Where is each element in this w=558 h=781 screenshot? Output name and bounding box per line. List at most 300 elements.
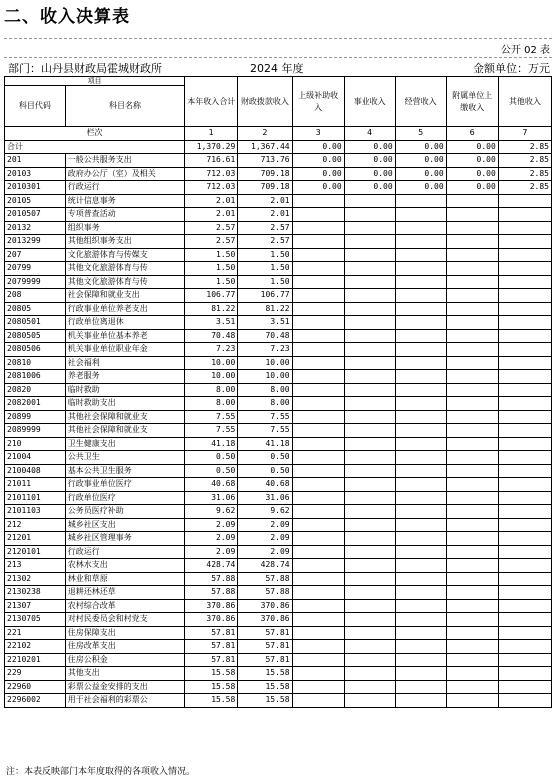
amount-cell: 713.76 [238, 154, 292, 168]
amount-cell: 1.50 [185, 275, 238, 289]
subject-code: 2079999 [5, 275, 66, 289]
order-cell: 1 [185, 127, 238, 141]
amount-cell: 106.77 [185, 289, 238, 303]
amount-cell [446, 343, 498, 357]
amount-cell: 57.81 [185, 640, 238, 654]
table-row [5, 640, 552, 654]
amount-cell [344, 653, 395, 667]
amount-cell: 1.50 [238, 248, 292, 262]
amount-cell: 31.06 [238, 491, 292, 505]
amount-cell [446, 464, 498, 478]
amount-cell: 9.62 [185, 505, 238, 519]
table-row [5, 532, 552, 546]
table-row [5, 289, 552, 303]
amount-cell [292, 653, 344, 667]
amount-cell: 0.00 [292, 181, 344, 195]
header-operating: 经营收入 [395, 77, 446, 127]
table-row [5, 613, 552, 627]
amount-cell: 0.00 [395, 167, 446, 181]
amount-cell [344, 505, 395, 519]
amount-cell: 0.00 [446, 181, 498, 195]
amount-cell: 10.00 [238, 370, 292, 384]
amount-cell [446, 478, 498, 492]
amount-cell [446, 221, 498, 235]
amount-cell [344, 626, 395, 640]
amount-cell [395, 262, 446, 276]
subject-code: 20805 [5, 302, 66, 316]
amount-cell [344, 559, 395, 573]
amount-cell: 81.22 [238, 302, 292, 316]
amount-cell: 10.00 [185, 370, 238, 384]
subject-code: 2101101 [5, 491, 66, 505]
amount-cell [446, 491, 498, 505]
amount-cell: 57.81 [238, 653, 292, 667]
subject-code: 201 [5, 154, 66, 168]
order-cell: 5 [395, 127, 446, 141]
subject-code: 2082001 [5, 397, 66, 411]
header-affiliated: 附属单位上缴收入 [446, 77, 498, 127]
order-cell: 3 [292, 127, 344, 141]
amount-cell: 15.58 [185, 667, 238, 681]
header-other: 其他收入 [498, 77, 551, 127]
amount-cell [395, 248, 446, 262]
amount-cell [292, 694, 344, 708]
amount-cell [344, 194, 395, 208]
subject-name: 一般公共服务支出 [65, 154, 184, 168]
amount-cell [292, 626, 344, 640]
amount-cell [344, 343, 395, 357]
amount-cell [446, 370, 498, 384]
amount-cell [344, 680, 395, 694]
amount-cell [344, 572, 395, 586]
amount-cell [292, 613, 344, 627]
amount-cell: 3.51 [238, 316, 292, 330]
amount-cell [498, 437, 551, 451]
amount-cell: 8.00 [185, 397, 238, 411]
amount-cell [395, 302, 446, 316]
amount-cell [292, 478, 344, 492]
table-row [5, 518, 552, 532]
income-table [4, 76, 552, 708]
amount-cell [344, 208, 395, 222]
subject-name: 行政事业单位养老支出 [65, 302, 184, 316]
department-label: 部门：山丹县财政局霍城财政所 [8, 62, 162, 75]
amount-cell [498, 343, 551, 357]
order-cell: 6 [446, 127, 498, 141]
subject-code: 21201 [5, 532, 66, 546]
amount-cell [446, 586, 498, 600]
amount-cell [446, 235, 498, 249]
amount-cell: 15.58 [185, 680, 238, 694]
subject-name: 用于社会福利的彩票公 [65, 694, 184, 708]
amount-cell [395, 599, 446, 613]
amount-cell [344, 586, 395, 600]
subject-code: 2080506 [5, 343, 66, 357]
table-row [5, 545, 552, 559]
amount-cell [498, 613, 551, 627]
subject-name: 其他文化旅游体育与传 [65, 275, 184, 289]
amount-cell: 2.85 [498, 154, 551, 168]
table-row [5, 383, 552, 397]
amount-cell [498, 680, 551, 694]
subject-name: 其他文化旅游体育与传 [65, 262, 184, 276]
table-row [5, 478, 552, 492]
table-row [5, 424, 552, 438]
subject-name: 养老服务 [65, 370, 184, 384]
amount-cell [498, 572, 551, 586]
amount-cell [344, 235, 395, 249]
sum-cell: 0.00 [446, 140, 498, 154]
amount-cell [292, 248, 344, 262]
amount-cell [446, 532, 498, 546]
subject-name: 住房保障支出 [65, 626, 184, 640]
amount-cell: 41.18 [185, 437, 238, 451]
amount-cell [395, 694, 446, 708]
subject-code: 2210201 [5, 653, 66, 667]
amount-cell [395, 586, 446, 600]
amount-cell: 57.81 [238, 640, 292, 654]
amount-cell [395, 437, 446, 451]
amount-cell [446, 383, 498, 397]
amount-cell [395, 680, 446, 694]
amount-cell [292, 302, 344, 316]
amount-cell [446, 451, 498, 465]
amount-cell [395, 410, 446, 424]
table-row [5, 491, 552, 505]
amount-cell [344, 356, 395, 370]
subject-name: 专项普查活动 [65, 208, 184, 222]
sum-cell: 1,367.44 [238, 140, 292, 154]
amount-cell [292, 221, 344, 235]
amount-cell: 2.09 [238, 518, 292, 532]
table-row [5, 559, 552, 573]
amount-cell [395, 370, 446, 384]
amount-cell [498, 464, 551, 478]
amount-cell: 70.48 [238, 329, 292, 343]
amount-cell [344, 518, 395, 532]
amount-cell [292, 559, 344, 573]
amount-cell [395, 221, 446, 235]
table-row [5, 316, 552, 330]
amount-cell [446, 437, 498, 451]
amount-cell: 9.62 [238, 505, 292, 519]
amount-cell [344, 383, 395, 397]
subject-name: 行政运行 [65, 181, 184, 195]
table-row [5, 248, 552, 262]
amount-cell [498, 370, 551, 384]
amount-cell: 0.50 [238, 451, 292, 465]
subject-name: 行政事业单位医疗 [65, 478, 184, 492]
amount-cell [292, 464, 344, 478]
subject-code: 22102 [5, 640, 66, 654]
amount-cell [446, 316, 498, 330]
amount-cell [446, 248, 498, 262]
subject-code: 2010507 [5, 208, 66, 222]
amount-cell [446, 424, 498, 438]
amount-cell [446, 410, 498, 424]
amount-cell [395, 397, 446, 411]
amount-cell [292, 383, 344, 397]
amount-cell [344, 640, 395, 654]
amount-cell [395, 451, 446, 465]
header-order-label: 栏次 [5, 127, 185, 141]
subject-code: 2120101 [5, 545, 66, 559]
amount-cell: 8.00 [185, 383, 238, 397]
table-row [5, 451, 552, 465]
amount-cell [395, 424, 446, 438]
amount-cell [292, 424, 344, 438]
table-row [5, 667, 552, 681]
mid-divider [4, 57, 552, 58]
subject-name: 政府办公厅（室）及相关 [65, 167, 184, 181]
table-row [5, 235, 552, 249]
subject-code: 2080505 [5, 329, 66, 343]
amount-cell [498, 410, 551, 424]
amount-cell [344, 437, 395, 451]
table-row [5, 221, 552, 235]
amount-cell [498, 262, 551, 276]
amount-cell: 370.86 [238, 613, 292, 627]
header-fiscal: 财政拨款收入 [238, 77, 292, 127]
header-business: 事业收入 [344, 77, 395, 127]
amount-cell [498, 599, 551, 613]
subject-name: 卫生健康支出 [65, 437, 184, 451]
amount-cell [395, 194, 446, 208]
order-cell: 2 [238, 127, 292, 141]
subject-name: 其他社会保障和就业支 [65, 410, 184, 424]
amount-cell [395, 626, 446, 640]
table-row [5, 343, 552, 357]
top-divider [4, 38, 552, 39]
amount-cell [446, 680, 498, 694]
amount-cell [498, 478, 551, 492]
amount-cell [446, 397, 498, 411]
amount-cell [292, 640, 344, 654]
subject-name: 农林水支出 [65, 559, 184, 573]
amount-cell [292, 356, 344, 370]
amount-cell [344, 410, 395, 424]
amount-cell [292, 262, 344, 276]
amount-cell: 1.50 [185, 262, 238, 276]
amount-cell: 2.01 [238, 208, 292, 222]
subject-code: 2100408 [5, 464, 66, 478]
amount-cell [395, 275, 446, 289]
table-row [5, 356, 552, 370]
table-row [5, 653, 552, 667]
amount-cell [292, 545, 344, 559]
amount-cell: 712.03 [185, 167, 238, 181]
amount-cell: 41.18 [238, 437, 292, 451]
amount-cell [292, 329, 344, 343]
amount-cell: 0.00 [395, 154, 446, 168]
amount-cell [498, 208, 551, 222]
subject-name: 城乡社区支出 [65, 518, 184, 532]
subject-name: 基本公共卫生服务 [65, 464, 184, 478]
subject-name: 行政单位医疗 [65, 491, 184, 505]
amount-cell [446, 262, 498, 276]
amount-cell [446, 599, 498, 613]
amount-cell [344, 370, 395, 384]
amount-cell [446, 545, 498, 559]
subject-name: 机关事业单位基本养老 [65, 329, 184, 343]
header-code: 科目代码 [5, 86, 66, 127]
amount-cell [292, 275, 344, 289]
table-row [5, 572, 552, 586]
amount-cell [498, 694, 551, 708]
amount-cell: 0.00 [292, 154, 344, 168]
amount-cell: 7.55 [238, 424, 292, 438]
amount-cell [292, 572, 344, 586]
amount-cell: 10.00 [238, 356, 292, 370]
subject-code: 2013299 [5, 235, 66, 249]
amount-cell: 7.55 [185, 410, 238, 424]
amount-cell [395, 491, 446, 505]
amount-cell [395, 356, 446, 370]
table-row [5, 370, 552, 384]
amount-cell [446, 694, 498, 708]
sum-cell: 0.00 [292, 140, 344, 154]
amount-cell [395, 613, 446, 627]
amount-cell: 2.85 [498, 167, 551, 181]
amount-cell: 7.23 [185, 343, 238, 357]
amount-cell: 0.00 [395, 181, 446, 195]
header-item-group: 项目 [5, 77, 185, 86]
amount-cell [446, 626, 498, 640]
amount-cell [446, 194, 498, 208]
subject-name: 城乡社区管理事务 [65, 532, 184, 546]
sum-cell: 0.00 [344, 140, 395, 154]
amount-cell [344, 248, 395, 262]
amount-cell: 2.09 [238, 545, 292, 559]
subject-code: 21011 [5, 478, 66, 492]
subject-name: 公务员医疗补助 [65, 505, 184, 519]
amount-cell [395, 208, 446, 222]
amount-cell [395, 235, 446, 249]
amount-cell [344, 478, 395, 492]
table-row [5, 167, 552, 181]
table-row [5, 194, 552, 208]
amount-cell [498, 505, 551, 519]
amount-cell: 40.68 [238, 478, 292, 492]
subject-code: 20820 [5, 383, 66, 397]
amount-cell [498, 221, 551, 235]
order-cell: 7 [498, 127, 551, 141]
amount-cell: 57.81 [185, 653, 238, 667]
amount-cell [292, 410, 344, 424]
amount-cell [292, 194, 344, 208]
amount-cell [344, 262, 395, 276]
table-row [5, 694, 552, 708]
amount-cell [395, 640, 446, 654]
amount-cell [498, 640, 551, 654]
page-title: 二、收入决算表 [4, 7, 130, 27]
subject-code: 22960 [5, 680, 66, 694]
subject-code: 2080501 [5, 316, 66, 330]
subject-code: 229 [5, 667, 66, 681]
amount-cell: 15.58 [185, 694, 238, 708]
amount-cell [498, 518, 551, 532]
amount-cell [498, 302, 551, 316]
subject-code: 20810 [5, 356, 66, 370]
amount-cell [395, 464, 446, 478]
table-row [5, 208, 552, 222]
subject-code: 20799 [5, 262, 66, 276]
table-row [5, 680, 552, 694]
subject-code: 2130238 [5, 586, 66, 600]
subject-name: 社会福利 [65, 356, 184, 370]
amount-cell: 428.74 [238, 559, 292, 573]
amount-cell [292, 289, 344, 303]
amount-cell: 2.09 [185, 545, 238, 559]
subject-name: 行政运行 [65, 545, 184, 559]
amount-cell [395, 289, 446, 303]
amount-cell: 8.00 [238, 397, 292, 411]
amount-cell: 15.58 [238, 680, 292, 694]
subject-name: 文化旅游体育与传媒支 [65, 248, 184, 262]
amount-cell [498, 586, 551, 600]
amount-cell [344, 599, 395, 613]
amount-cell [344, 694, 395, 708]
header-upper-subsidy: 上级补助收入 [292, 77, 344, 127]
amount-cell [344, 302, 395, 316]
subject-code: 2130705 [5, 613, 66, 627]
amount-cell [498, 356, 551, 370]
amount-cell [498, 289, 551, 303]
amount-cell: 2.57 [238, 235, 292, 249]
amount-cell [498, 559, 551, 573]
amount-cell: 2.01 [185, 208, 238, 222]
subject-code: 20899 [5, 410, 66, 424]
amount-cell [498, 424, 551, 438]
amount-cell: 0.00 [344, 167, 395, 181]
amount-cell [446, 559, 498, 573]
amount-cell [292, 235, 344, 249]
amount-cell: 709.18 [238, 167, 292, 181]
table-row [5, 505, 552, 519]
amount-cell [498, 653, 551, 667]
subject-name: 退耕还林还草 [65, 586, 184, 600]
amount-cell: 57.88 [238, 572, 292, 586]
subject-name: 其他支出 [65, 667, 184, 681]
amount-cell: 57.81 [185, 626, 238, 640]
amount-cell [344, 275, 395, 289]
amount-unit: 金额单位：万元 [473, 62, 550, 75]
subject-name: 其他社会保障和就业支 [65, 424, 184, 438]
footnote: 注：本表反映部门本年度取得的各项收入情况。 [6, 767, 196, 777]
subject-name: 组织事务 [65, 221, 184, 235]
amount-cell: 3.51 [185, 316, 238, 330]
amount-cell [344, 329, 395, 343]
amount-cell [344, 451, 395, 465]
amount-cell [446, 613, 498, 627]
amount-cell [446, 289, 498, 303]
amount-cell [395, 505, 446, 519]
amount-cell: 370.86 [185, 599, 238, 613]
amount-cell [344, 316, 395, 330]
table-row [5, 599, 552, 613]
amount-cell: 2.09 [185, 518, 238, 532]
amount-cell [498, 194, 551, 208]
amount-cell [344, 289, 395, 303]
amount-cell [344, 221, 395, 235]
amount-cell: 2.01 [238, 194, 292, 208]
amount-cell: 57.81 [238, 626, 292, 640]
amount-cell [292, 599, 344, 613]
subject-code: 207 [5, 248, 66, 262]
amount-cell: 370.86 [238, 599, 292, 613]
subject-code: 21004 [5, 451, 66, 465]
amount-cell: 1.50 [185, 248, 238, 262]
